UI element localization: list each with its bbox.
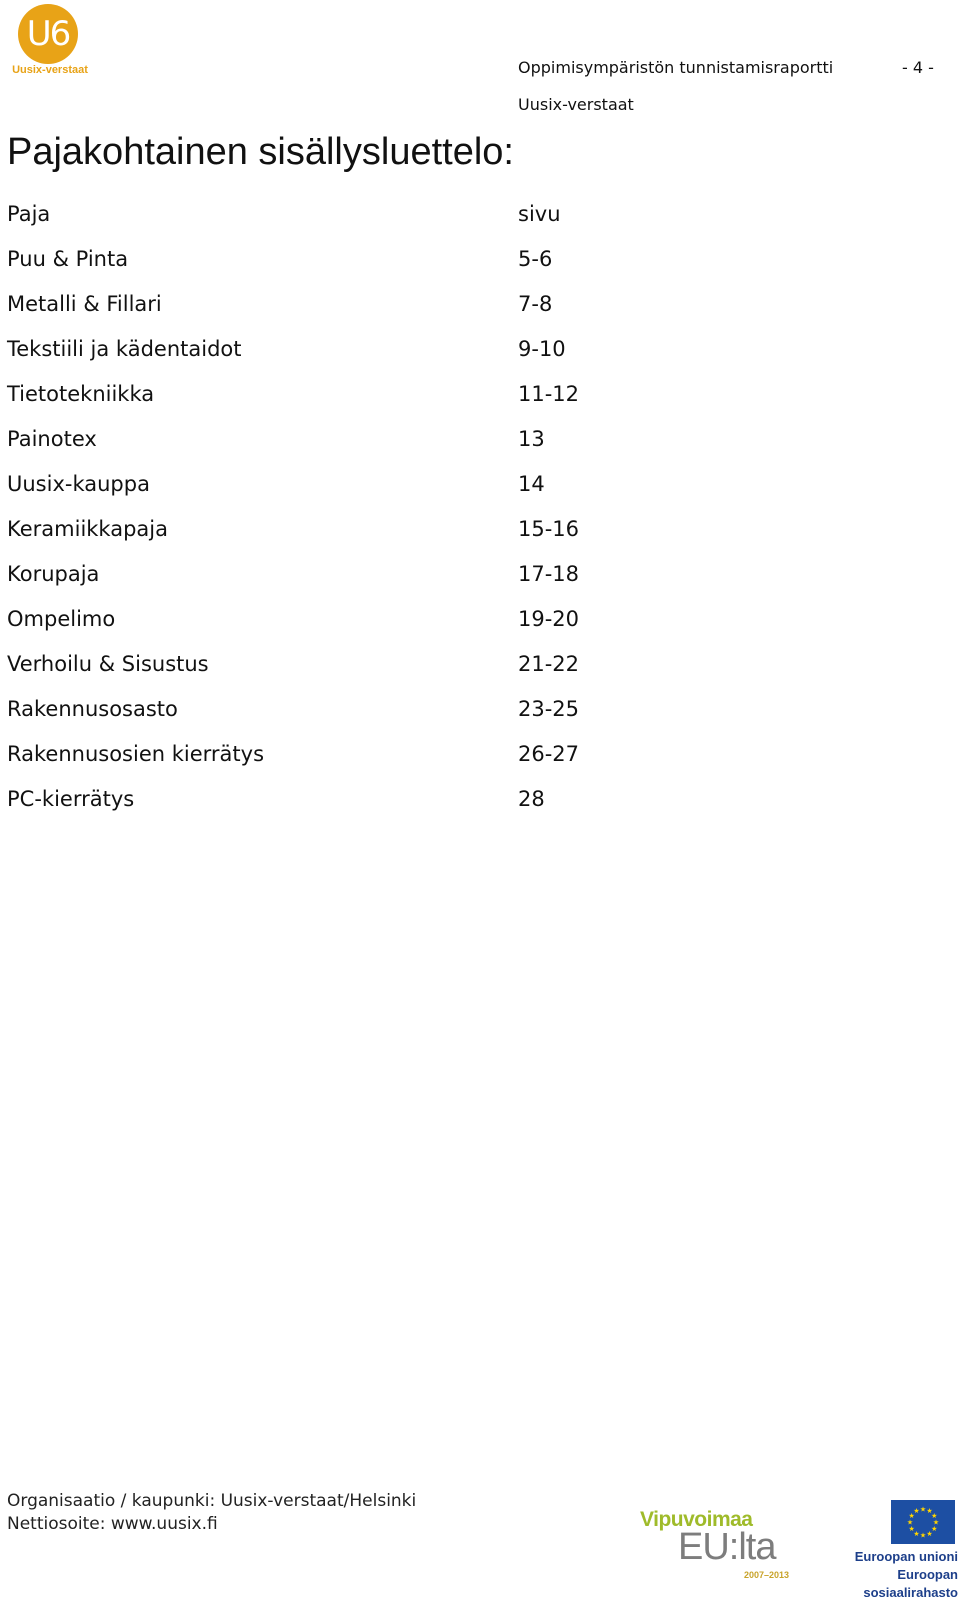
toc-row xyxy=(7,597,707,642)
footer-org-line: Organisaatio / kaupunki: Uusix-verstaat/Helsinki xyxy=(7,1491,417,1511)
toc-row-page: 7-8 xyxy=(518,292,553,316)
toc-row-page: 13 xyxy=(518,427,545,451)
page-number: - 4 - xyxy=(902,58,934,77)
table-of-contents xyxy=(7,192,707,822)
eu-star-icon: ★ xyxy=(908,1512,915,1520)
toc-row-name: Korupaja xyxy=(7,562,100,586)
toc-row-page: 19-20 xyxy=(518,607,580,631)
toc-row-page: 21-22 xyxy=(518,652,580,676)
toc-col-name: Paja xyxy=(7,202,51,226)
eu-star-icon: ★ xyxy=(913,1507,920,1516)
toc-row-name: Rakennusosien kierrätys xyxy=(7,742,265,766)
toc-row-page: 9-10 xyxy=(518,337,566,361)
toc-row-name: Ompelimo xyxy=(7,607,116,631)
eu-flag-icon xyxy=(891,1500,955,1544)
toc-row-page: 28 xyxy=(518,787,545,811)
eu-star-icon: ★ xyxy=(908,1525,915,1533)
toc-row-name: Verhoilu & Sisustus xyxy=(7,652,209,676)
toc-row-name: Keramiikkapaja xyxy=(7,517,168,541)
eu-star-icon: ★ xyxy=(931,1512,938,1520)
toc-row-page: 23-25 xyxy=(518,697,580,721)
eu-star-icon: ★ xyxy=(926,1507,933,1516)
toc-row-name: Tekstiili ja kädentaidot xyxy=(7,337,242,361)
toc-row-name: Tietotekniikka xyxy=(7,382,155,406)
vipuvoimaa-years: 2007–2013 xyxy=(744,1570,790,1580)
logo-mark: U6 xyxy=(18,4,78,64)
eu-logo-line2: Euroopan sosiaalirahasto xyxy=(863,1567,958,1600)
toc-col-page: sivu xyxy=(518,202,561,226)
vipuvoimaa-title: Vipuvoimaa xyxy=(640,1508,753,1531)
toc-row xyxy=(7,642,707,687)
toc-row-page: 11-12 xyxy=(518,382,580,406)
eu-star-icon: ★ xyxy=(932,1518,940,1527)
toc-row-name: PC-kierrätys xyxy=(7,787,135,811)
vipuvoimaa-logo xyxy=(640,1508,800,1584)
eu-star-icon: ★ xyxy=(919,1531,927,1540)
footer xyxy=(7,1490,416,1536)
toc-row xyxy=(7,687,707,732)
eu-star-icon: ★ xyxy=(919,1505,927,1514)
eu-logo-line1: Euroopan unioni xyxy=(854,1549,958,1564)
eu-star-icon: ★ xyxy=(931,1525,938,1533)
logo-text: Uusix-verstaat xyxy=(12,64,88,76)
uusix-logo xyxy=(8,4,92,76)
toc-row xyxy=(7,282,707,327)
footer-web-line: Nettiosoite: www.uusix.fi xyxy=(7,1514,218,1534)
toc-row-page: 5-6 xyxy=(518,247,553,271)
eu-star-icon: ★ xyxy=(906,1518,914,1527)
toc-row-name: Metalli & Fillari xyxy=(7,292,162,316)
toc-row xyxy=(7,372,707,417)
toc-row-page: 26-27 xyxy=(518,742,580,766)
toc-row-name: Rakennusosasto xyxy=(7,697,178,721)
toc-row xyxy=(7,417,707,462)
toc-row-name: Puu & Pinta xyxy=(7,247,129,271)
eu-star-icon: ★ xyxy=(913,1529,920,1538)
page-heading: Pajakohtainen sisällysluettelo: xyxy=(7,131,514,173)
toc-row-page: 14 xyxy=(518,472,545,496)
report-title: Oppimisympäristön tunnistamisraportti xyxy=(518,58,834,77)
toc-row-page: 15-16 xyxy=(518,517,580,541)
eu-star-icon: ★ xyxy=(926,1529,933,1538)
toc-row xyxy=(7,327,707,372)
toc-row xyxy=(7,552,707,597)
vipuvoimaa-eu: EU:lta xyxy=(678,1526,776,1568)
toc-row-page: 17-18 xyxy=(518,562,580,586)
toc-row-name: Painotex xyxy=(7,427,97,451)
toc-row xyxy=(7,732,707,777)
eu-logo xyxy=(808,1500,958,1600)
header-org: Uusix-verstaat xyxy=(518,95,634,114)
toc-row xyxy=(7,777,707,822)
toc-row-name: Uusix-kauppa xyxy=(7,472,150,496)
toc-row xyxy=(7,462,707,507)
toc-header-row xyxy=(7,192,707,237)
toc-row xyxy=(7,507,707,552)
toc-row xyxy=(7,237,707,282)
